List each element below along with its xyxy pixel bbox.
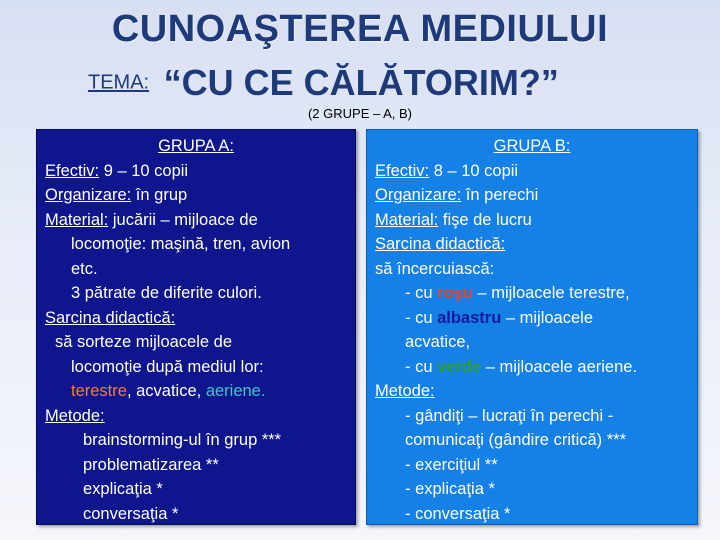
efectiv-label: Efectiv: — [45, 161, 100, 180]
metoda-line-2: comunicaţi (gândire critică) *** — [405, 431, 627, 449]
group-b-efectiv — [375, 159, 689, 184]
efectiv-value: 8 – 10 copii — [429, 161, 519, 180]
group-a-panel — [36, 129, 356, 525]
group-a-metode-label: Metode: — [45, 406, 105, 425]
group-b-sarcina-label: Sarcina didactică: — [375, 235, 506, 253]
metoda-line-1: - gândiţi – lucraţi în perechi - — [405, 406, 614, 425]
group-a-efectiv — [45, 159, 347, 184]
organizare-label: Organizare: — [45, 186, 132, 204]
sarcina-line-1: să încercuiască: — [375, 259, 495, 278]
sarcina-line-2: locomoţie după mediul lor: — [71, 357, 264, 376]
organizare-value: în perechi — [461, 186, 539, 204]
env-sep-1: , — [126, 382, 137, 400]
efectiv-value: 9 – 10 copii — [99, 161, 189, 180]
verde-word: verde — [437, 357, 482, 376]
theme-text: “CU CE CĂLĂTORIM?” — [163, 62, 559, 103]
material-cont-2: etc. — [71, 259, 98, 278]
group-b-organizare — [375, 183, 689, 208]
material-label: Material: — [45, 210, 109, 229]
albastru-line — [375, 306, 689, 331]
albastru-cont: acvatice, — [405, 333, 471, 351]
albastru-word: albastru — [437, 308, 502, 327]
verde-post: – mijloacele aeriene. — [481, 357, 638, 376]
material-cont-1: locomoţie: maşină, tren, avion — [71, 235, 291, 253]
group-a-material — [45, 208, 347, 233]
material-label: Material: — [375, 210, 439, 229]
rosu-pre: - cu — [405, 284, 438, 302]
metoda-item: brainstorming-ul în grup *** — [83, 431, 282, 449]
organizare-label: Organizare: — [375, 186, 462, 204]
efectiv-label: Efectiv: — [375, 161, 430, 180]
group-a-organizare — [45, 183, 347, 208]
metoda-item: problematizarea ** — [83, 455, 219, 474]
theme-label: TEMA: — [88, 71, 150, 94]
material-value: fişe de lucru — [438, 210, 532, 229]
group-b-metode-label: Metode: — [375, 382, 435, 400]
albastru-post: – mijloacele — [501, 308, 593, 327]
group-a-sarcina-label: Sarcina didactică: — [45, 308, 176, 327]
rosu-post: – mijloacele terestre, — [472, 284, 630, 302]
metoda-item: - conversaţia * — [405, 504, 511, 523]
env-aeriene: aeriene. — [205, 382, 266, 400]
verde-pre: - cu — [405, 357, 438, 376]
verde-line — [375, 355, 689, 380]
group-b-material — [375, 208, 689, 233]
material-value: jucării – mijloace de — [108, 210, 258, 229]
metoda-item: - explicaţia * — [405, 480, 495, 498]
material-cont-3: 3 pătrate de diferite culori. — [71, 284, 262, 302]
theme-line — [88, 62, 559, 104]
environments-line — [45, 379, 347, 404]
env-acvatice: acvatice — [136, 382, 197, 400]
group-a-heading: GRUPA A: — [158, 137, 234, 155]
rosu-line — [375, 281, 689, 306]
rosu-word: roşu — [437, 284, 473, 302]
groups-note: (2 GRUPE – A, B) — [307, 106, 413, 121]
albastru-pre: - cu — [405, 308, 438, 327]
env-sep-2: , — [196, 382, 206, 400]
sarcina-line-1: să sorteze mijloacele de — [55, 333, 233, 351]
group-b-panel — [366, 129, 698, 525]
metoda-item: explicaţia * — [83, 480, 163, 498]
metoda-item: - exerciţiul ** — [405, 455, 498, 474]
organizare-value: în grup — [131, 186, 188, 204]
group-b-heading: GRUPA B: — [493, 137, 571, 155]
env-terestre: terestre — [71, 382, 127, 400]
metoda-item: conversaţia * — [83, 504, 179, 523]
page-title: CUNOAŞTEREA MEDIULUI — [111, 8, 609, 50]
